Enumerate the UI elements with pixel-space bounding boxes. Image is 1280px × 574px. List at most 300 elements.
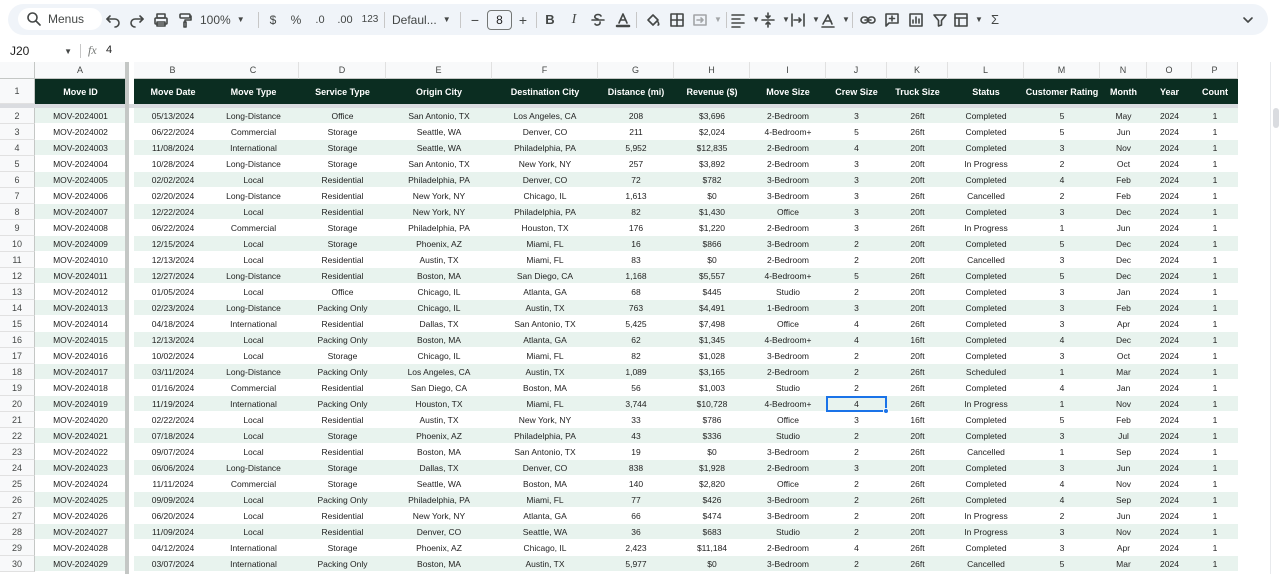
table-cell[interactable]: 06/06/2024 — [134, 460, 212, 476]
fill-color-button[interactable] — [642, 4, 664, 35]
table-cell[interactable]: 2,423 — [598, 540, 674, 556]
table-cell[interactable]: 5,952 — [598, 140, 674, 156]
table-cell[interactable]: 1 — [1192, 140, 1238, 156]
table-cell[interactable]: $4,491 — [674, 300, 750, 316]
percent-format-button[interactable] — [287, 4, 305, 35]
table-cell[interactable]: Completed — [948, 428, 1024, 444]
table-cell[interactable]: $1,220 — [674, 220, 750, 236]
table-cell[interactable]: 4 — [1024, 476, 1100, 492]
table-cell[interactable]: Mar — [1100, 556, 1147, 572]
table-cell[interactable]: 1 — [1192, 524, 1238, 540]
table-cell[interactable]: 2 — [826, 492, 887, 508]
table-cell[interactable]: MOV-2024019 — [35, 396, 126, 412]
table-cell[interactable]: Jun — [1100, 124, 1147, 140]
table-cell[interactable]: Completed — [948, 284, 1024, 300]
table-cell[interactable]: Storage — [299, 476, 386, 492]
filter-button[interactable] — [928, 4, 952, 35]
table-cell[interactable]: 3 — [1024, 460, 1100, 476]
table-cell[interactable]: Dec — [1100, 204, 1147, 220]
column-header-a[interactable]: A — [35, 62, 126, 79]
table-cell[interactable]: Residential — [299, 172, 386, 188]
row-number[interactable]: 23 — [0, 444, 35, 460]
table-cell[interactable]: MOV-2024016 — [35, 348, 126, 364]
table-cell[interactable]: In Progress — [948, 508, 1024, 524]
table-cell[interactable]: Residential — [299, 444, 386, 460]
table-cell[interactable]: MOV-2024012 — [35, 284, 126, 300]
table-cell[interactable]: 2024 — [1147, 172, 1192, 188]
table-cell[interactable]: 3 — [1024, 428, 1100, 444]
table-cell[interactable]: Completed — [948, 140, 1024, 156]
table-cell[interactable]: $1,345 — [674, 332, 750, 348]
row-number[interactable]: 4 — [0, 140, 35, 156]
table-cell[interactable]: Packing Only — [299, 396, 386, 412]
table-cell[interactable]: 2 — [1024, 188, 1100, 204]
table-cell[interactable]: Commercial — [208, 220, 299, 236]
table-cell[interactable]: 2024 — [1147, 476, 1192, 492]
table-cell[interactable]: Long-Distance — [208, 460, 299, 476]
table-cell[interactable]: 26ft — [887, 380, 948, 396]
table-cell[interactable]: Packing Only — [299, 556, 386, 572]
header-cell[interactable]: Crew Size — [826, 79, 887, 104]
table-cell[interactable]: Philadelphia, PA — [386, 220, 492, 236]
column-header-p[interactable]: P — [1192, 62, 1238, 79]
table-cell[interactable]: 1 — [1192, 540, 1238, 556]
table-cell[interactable]: Houston, TX — [492, 220, 598, 236]
table-cell[interactable]: Jun — [1100, 220, 1147, 236]
table-cell[interactable]: 01/16/2024 — [134, 380, 212, 396]
table-cell[interactable]: 2024 — [1147, 348, 1192, 364]
table-cell[interactable]: Cancelled — [948, 252, 1024, 268]
row-number[interactable]: 28 — [0, 524, 35, 540]
table-cell[interactable]: Denver, CO — [492, 172, 598, 188]
table-cell[interactable]: 1 — [1192, 444, 1238, 460]
table-cell[interactable]: 2-Bedroom — [750, 140, 826, 156]
table-cell[interactable]: Boston, MA — [386, 332, 492, 348]
table-cell[interactable]: Philadelphia, PA — [492, 140, 598, 156]
table-cell[interactable]: 04/12/2024 — [134, 540, 212, 556]
table-cell[interactable]: 1 — [1024, 364, 1100, 380]
table-cell[interactable]: 1 — [1192, 284, 1238, 300]
table-cell[interactable]: 20ft — [887, 348, 948, 364]
table-cell[interactable]: 20ft — [887, 300, 948, 316]
table-cell[interactable]: MOV-2024026 — [35, 508, 126, 524]
formula-input[interactable]: 4 — [106, 44, 113, 56]
table-cell[interactable]: Residential — [299, 204, 386, 220]
table-cell[interactable]: 2 — [1024, 156, 1100, 172]
table-cell[interactable]: 26ft — [887, 444, 948, 460]
table-cell[interactable]: 05/13/2024 — [134, 108, 212, 124]
table-cell[interactable]: 1,089 — [598, 364, 674, 380]
frozen-columns-divider[interactable] — [125, 62, 129, 574]
table-cell[interactable]: 09/07/2024 — [134, 444, 212, 460]
table-cell[interactable]: MOV-2024004 — [35, 156, 126, 172]
table-cell[interactable]: 01/05/2024 — [134, 284, 212, 300]
functions-button[interactable] — [984, 4, 1006, 35]
decrease-decimal-button[interactable] — [310, 4, 330, 35]
row-number[interactable]: 12 — [0, 268, 35, 284]
table-cell[interactable]: 16ft — [887, 332, 948, 348]
column-header-b[interactable]: B — [134, 62, 212, 79]
table-cell[interactable]: International — [208, 396, 299, 412]
table-cell[interactable]: Storage — [299, 124, 386, 140]
table-cell[interactable]: 1 — [1192, 476, 1238, 492]
table-cell[interactable]: 06/22/2024 — [134, 220, 212, 236]
text-color-button[interactable] — [612, 4, 634, 35]
table-cell[interactable]: 5 — [1024, 236, 1100, 252]
table-cell[interactable]: 11/19/2024 — [134, 396, 212, 412]
header-cell[interactable]: Count — [1192, 79, 1238, 104]
table-cell[interactable]: 36 — [598, 524, 674, 540]
table-cell[interactable]: 2 — [826, 444, 887, 460]
table-cell[interactable]: 5,425 — [598, 316, 674, 332]
table-cell[interactable]: 3-Bedroom — [750, 444, 826, 460]
table-cell[interactable]: Chicago, IL — [386, 284, 492, 300]
table-cell[interactable]: 26ft — [887, 220, 948, 236]
table-cell[interactable]: San Antonio, TX — [492, 444, 598, 460]
table-cell[interactable]: 11/11/2024 — [134, 476, 212, 492]
table-cell[interactable]: MOV-2024003 — [35, 140, 126, 156]
table-cell[interactable]: 2024 — [1147, 268, 1192, 284]
horizontal-align-button[interactable] — [730, 4, 760, 35]
table-cell[interactable]: Boston, MA — [386, 444, 492, 460]
table-cell[interactable]: MOV-2024009 — [35, 236, 126, 252]
table-cell[interactable]: MOV-2024011 — [35, 268, 126, 284]
table-cell[interactable]: 257 — [598, 156, 674, 172]
table-cell[interactable]: Completed — [948, 348, 1024, 364]
table-cell[interactable]: Long-Distance — [208, 364, 299, 380]
table-cell[interactable]: 4-Bedroom+ — [750, 268, 826, 284]
table-cell[interactable]: 2-Bedroom — [750, 460, 826, 476]
table-cell[interactable]: 3 — [1024, 316, 1100, 332]
column-header-f[interactable]: F — [492, 62, 598, 79]
row-number[interactable]: 21 — [0, 412, 35, 428]
table-cell[interactable]: Residential — [299, 380, 386, 396]
table-cell[interactable]: Local — [208, 332, 299, 348]
table-cell[interactable]: MOV-2024022 — [35, 444, 126, 460]
table-cell[interactable]: Feb — [1100, 412, 1147, 428]
table-cell[interactable]: 140 — [598, 476, 674, 492]
table-cell[interactable]: New York, NY — [492, 156, 598, 172]
table-cell[interactable]: 20ft — [887, 140, 948, 156]
table-cell[interactable]: MOV-2024007 — [35, 204, 126, 220]
table-cell[interactable]: 4 — [1024, 380, 1100, 396]
table-cell[interactable]: 07/18/2024 — [134, 428, 212, 444]
table-cell[interactable]: $1,003 — [674, 380, 750, 396]
insert-link-button[interactable] — [856, 4, 880, 35]
table-cell[interactable]: Dallas, TX — [386, 460, 492, 476]
row-number[interactable]: 14 — [0, 300, 35, 316]
table-cell[interactable]: 1 — [1192, 300, 1238, 316]
table-cell[interactable]: 12/13/2024 — [134, 252, 212, 268]
table-cell[interactable]: Storage — [299, 156, 386, 172]
table-cell[interactable]: 1 — [1192, 156, 1238, 172]
table-cell[interactable]: Long-Distance — [208, 188, 299, 204]
header-cell[interactable]: Service Type — [299, 79, 386, 104]
table-cell[interactable]: 03/11/2024 — [134, 364, 212, 380]
table-cell[interactable]: In Progress — [948, 396, 1024, 412]
table-cell[interactable]: Packing Only — [299, 300, 386, 316]
table-cell[interactable]: Long-Distance — [208, 156, 299, 172]
table-cell[interactable]: 3 — [1024, 348, 1100, 364]
table-cell[interactable]: Boston, MA — [492, 380, 598, 396]
row-number[interactable]: 20 — [0, 396, 35, 412]
increase-decimal-button[interactable] — [334, 4, 356, 35]
table-cell[interactable]: 2024 — [1147, 188, 1192, 204]
table-cell[interactable]: 26ft — [887, 476, 948, 492]
table-cell[interactable]: MOV-2024017 — [35, 364, 126, 380]
table-cell[interactable]: Sep — [1100, 444, 1147, 460]
table-cell[interactable]: 82 — [598, 348, 674, 364]
column-header-l[interactable]: L — [948, 62, 1024, 79]
insert-chart-button[interactable] — [904, 4, 928, 35]
table-cell[interactable]: 2024 — [1147, 124, 1192, 140]
table-cell[interactable]: MOV-2024020 — [35, 412, 126, 428]
table-cell[interactable]: $12,835 — [674, 140, 750, 156]
table-cell[interactable]: Storage — [299, 140, 386, 156]
table-cell[interactable]: 2-Bedroom — [750, 156, 826, 172]
row-number[interactable]: 22 — [0, 428, 35, 444]
table-cell[interactable]: 09/09/2024 — [134, 492, 212, 508]
table-cell[interactable]: 3-Bedroom — [750, 492, 826, 508]
table-cell[interactable]: $866 — [674, 236, 750, 252]
table-cell[interactable]: 4 — [1024, 172, 1100, 188]
table-cell[interactable]: Local — [208, 252, 299, 268]
table-cell[interactable]: 20ft — [887, 236, 948, 252]
table-cell[interactable]: Studio — [750, 428, 826, 444]
table-cell[interactable]: 3-Bedroom — [750, 188, 826, 204]
table-cell[interactable]: 3 — [826, 108, 887, 124]
table-cell[interactable]: MOV-2024027 — [35, 524, 126, 540]
table-cell[interactable]: MOV-2024006 — [35, 188, 126, 204]
table-cell[interactable]: 2 — [826, 556, 887, 572]
table-cell[interactable]: Cancelled — [948, 444, 1024, 460]
table-cell[interactable]: Packing Only — [299, 364, 386, 380]
table-cell[interactable]: Studio — [750, 380, 826, 396]
column-header-e[interactable]: E — [386, 62, 492, 79]
table-cell[interactable]: Storage — [299, 428, 386, 444]
table-cell[interactable]: Residential — [299, 268, 386, 284]
table-cell[interactable]: 12/22/2024 — [134, 204, 212, 220]
table-cell[interactable]: Atlanta, GA — [492, 332, 598, 348]
table-cell[interactable]: MOV-2024008 — [35, 220, 126, 236]
table-cell[interactable]: $786 — [674, 412, 750, 428]
table-cell[interactable]: 2024 — [1147, 284, 1192, 300]
table-cell[interactable]: Nov — [1100, 476, 1147, 492]
table-cell[interactable]: Long-Distance — [208, 300, 299, 316]
text-wrapping-button[interactable] — [790, 4, 820, 35]
table-cell[interactable]: $0 — [674, 556, 750, 572]
table-cell[interactable]: 02/02/2024 — [134, 172, 212, 188]
table-cell[interactable]: Seattle, WA — [386, 140, 492, 156]
table-cell[interactable]: 211 — [598, 124, 674, 140]
table-cell[interactable]: 1 — [1024, 220, 1100, 236]
table-cell[interactable]: Oct — [1100, 156, 1147, 172]
table-cell[interactable]: Dec — [1100, 252, 1147, 268]
table-cell[interactable]: 1 — [1192, 188, 1238, 204]
table-cell[interactable]: 3-Bedroom — [750, 172, 826, 188]
table-cell[interactable]: $782 — [674, 172, 750, 188]
table-cell[interactable]: 5 — [826, 124, 887, 140]
table-cell[interactable]: 26ft — [887, 188, 948, 204]
table-cell[interactable]: 20ft — [887, 428, 948, 444]
column-header-j[interactable]: J — [826, 62, 887, 79]
table-cell[interactable]: Commercial — [208, 476, 299, 492]
table-cell[interactable]: Storage — [299, 460, 386, 476]
header-cell[interactable]: Destination City — [492, 79, 598, 104]
table-cell[interactable]: Phoenix, AZ — [386, 428, 492, 444]
table-cell[interactable]: Denver, CO — [492, 124, 598, 140]
table-cell[interactable]: 2-Bedroom — [750, 108, 826, 124]
table-cell[interactable]: Philadelphia, PA — [386, 172, 492, 188]
table-cell[interactable]: Chicago, IL — [386, 348, 492, 364]
table-cell[interactable]: 5 — [1024, 412, 1100, 428]
table-cell[interactable]: MOV-2024029 — [35, 556, 126, 572]
table-cell[interactable]: 2 — [826, 252, 887, 268]
table-cell[interactable]: 20ft — [887, 156, 948, 172]
table-cell[interactable]: 2024 — [1147, 508, 1192, 524]
table-cell[interactable]: 3 — [1024, 204, 1100, 220]
table-cell[interactable]: 19 — [598, 444, 674, 460]
table-cell[interactable]: 72 — [598, 172, 674, 188]
table-cell[interactable]: In Progress — [948, 524, 1024, 540]
table-cell[interactable]: Austin, TX — [492, 300, 598, 316]
filter-views-button[interactable] — [952, 4, 984, 35]
table-cell[interactable]: 11/09/2024 — [134, 524, 212, 540]
header-cell[interactable]: Truck Size — [887, 79, 948, 104]
table-cell[interactable]: Residential — [299, 188, 386, 204]
table-cell[interactable]: MOV-2024001 — [35, 108, 126, 124]
table-cell[interactable]: Local — [208, 284, 299, 300]
table-cell[interactable]: 3 — [826, 220, 887, 236]
header-cell[interactable]: Customer Rating — [1024, 79, 1100, 104]
table-cell[interactable]: 3 — [1024, 524, 1100, 540]
table-cell[interactable]: 4 — [826, 316, 887, 332]
table-cell[interactable]: MOV-2024015 — [35, 332, 126, 348]
table-cell[interactable]: Apr — [1100, 316, 1147, 332]
header-cell[interactable]: Distance (mi) — [598, 79, 674, 104]
row-number[interactable]: 10 — [0, 236, 35, 252]
table-cell[interactable]: Phoenix, AZ — [386, 236, 492, 252]
table-cell[interactable]: Miami, FL — [492, 236, 598, 252]
table-cell[interactable]: Completed — [948, 380, 1024, 396]
table-cell[interactable]: Austin, TX — [492, 556, 598, 572]
table-cell[interactable]: San Antonio, TX — [492, 316, 598, 332]
table-cell[interactable]: 5 — [1024, 124, 1100, 140]
table-cell[interactable]: 1-Bedroom — [750, 300, 826, 316]
table-cell[interactable]: $2,820 — [674, 476, 750, 492]
table-cell[interactable]: Miami, FL — [492, 348, 598, 364]
collapse-toolbar-button[interactable] — [1238, 4, 1258, 35]
table-cell[interactable]: $474 — [674, 508, 750, 524]
table-cell[interactable]: Completed — [948, 492, 1024, 508]
row-number[interactable]: 24 — [0, 460, 35, 476]
table-cell[interactable]: 04/18/2024 — [134, 316, 212, 332]
table-cell[interactable]: 1 — [1192, 460, 1238, 476]
table-cell[interactable]: Studio — [750, 524, 826, 540]
table-cell[interactable]: 11/08/2024 — [134, 140, 212, 156]
table-cell[interactable]: MOV-2024024 — [35, 476, 126, 492]
table-cell[interactable]: 2024 — [1147, 412, 1192, 428]
table-cell[interactable]: Office — [750, 204, 826, 220]
table-cell[interactable]: San Antonio, TX — [386, 156, 492, 172]
table-cell[interactable]: 4-Bedroom+ — [750, 396, 826, 412]
table-cell[interactable]: $3,696 — [674, 108, 750, 124]
table-cell[interactable]: $683 — [674, 524, 750, 540]
table-cell[interactable]: Jun — [1100, 460, 1147, 476]
table-cell[interactable]: 3 — [826, 188, 887, 204]
name-box[interactable] — [6, 41, 76, 61]
row-number[interactable]: 26 — [0, 492, 35, 508]
table-cell[interactable]: 3-Bedroom — [750, 236, 826, 252]
table-cell[interactable]: 2 — [826, 236, 887, 252]
table-cell[interactable]: Office — [299, 284, 386, 300]
table-cell[interactable]: 5 — [1024, 556, 1100, 572]
table-cell[interactable]: 56 — [598, 380, 674, 396]
table-cell[interactable]: Boston, MA — [386, 556, 492, 572]
table-cell[interactable]: 77 — [598, 492, 674, 508]
row-number[interactable]: 15 — [0, 316, 35, 332]
table-cell[interactable]: Storage — [299, 540, 386, 556]
strikethrough-button[interactable] — [588, 4, 608, 35]
table-cell[interactable]: Austin, TX — [492, 364, 598, 380]
insert-comment-button[interactable] — [880, 4, 904, 35]
table-cell[interactable]: 2024 — [1147, 524, 1192, 540]
table-cell[interactable]: Nov — [1100, 524, 1147, 540]
table-cell[interactable]: MOV-2024028 — [35, 540, 126, 556]
header-cell[interactable]: Move Size — [750, 79, 826, 104]
table-cell[interactable]: 1 — [1192, 396, 1238, 412]
table-cell[interactable]: Boston, MA — [386, 268, 492, 284]
table-cell[interactable]: In Progress — [948, 220, 1024, 236]
table-cell[interactable]: Miami, FL — [492, 396, 598, 412]
table-cell[interactable]: Seattle, WA — [386, 476, 492, 492]
table-cell[interactable]: Local — [208, 492, 299, 508]
print-button[interactable] — [148, 4, 174, 35]
table-cell[interactable]: 2 — [826, 284, 887, 300]
row-number[interactable]: 29 — [0, 540, 35, 556]
table-cell[interactable]: Chicago, IL — [386, 300, 492, 316]
table-cell[interactable]: MOV-2024014 — [35, 316, 126, 332]
table-cell[interactable]: Sep — [1100, 492, 1147, 508]
table-cell[interactable]: San Antonio, TX — [386, 108, 492, 124]
table-cell[interactable]: 1 — [1192, 220, 1238, 236]
table-cell[interactable]: 20ft — [887, 524, 948, 540]
table-cell[interactable]: Chicago, IL — [492, 540, 598, 556]
table-cell[interactable]: Completed — [948, 172, 1024, 188]
table-cell[interactable]: MOV-2024018 — [35, 380, 126, 396]
table-cell[interactable]: Commercial — [208, 124, 299, 140]
table-cell[interactable]: MOV-2024021 — [35, 428, 126, 444]
table-cell[interactable]: Atlanta, GA — [492, 508, 598, 524]
table-cell[interactable]: 1,613 — [598, 188, 674, 204]
table-cell[interactable]: 2 — [826, 364, 887, 380]
table-cell[interactable]: International — [208, 556, 299, 572]
table-cell[interactable]: Jan — [1100, 380, 1147, 396]
italic-button[interactable] — [564, 4, 584, 35]
table-cell[interactable]: 26ft — [887, 492, 948, 508]
row-number[interactable]: 19 — [0, 380, 35, 396]
table-cell[interactable]: Los Angeles, CA — [386, 364, 492, 380]
table-cell[interactable]: 2024 — [1147, 364, 1192, 380]
table-cell[interactable]: Los Angeles, CA — [492, 108, 598, 124]
spreadsheet-grid[interactable] — [0, 62, 1270, 574]
table-cell[interactable]: $1,430 — [674, 204, 750, 220]
table-cell[interactable]: 26ft — [887, 556, 948, 572]
row-number[interactable]: 1 — [0, 79, 35, 104]
table-cell[interactable]: 2024 — [1147, 300, 1192, 316]
table-cell[interactable]: 3 — [826, 300, 887, 316]
column-header-n[interactable]: N — [1100, 62, 1147, 79]
